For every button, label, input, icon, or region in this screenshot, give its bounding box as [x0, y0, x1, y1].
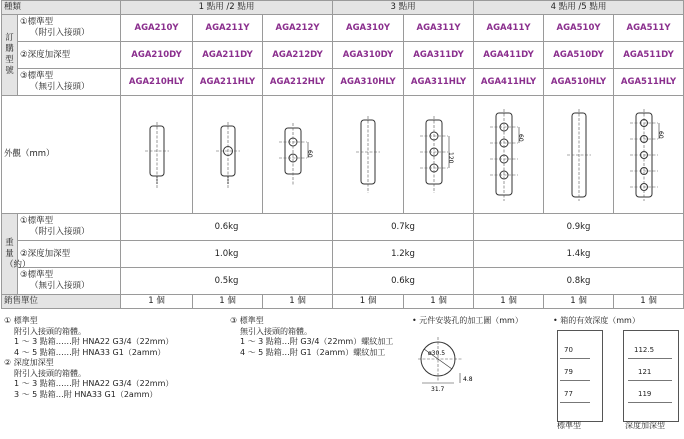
model-row-deep: [2, 42, 684, 69]
hole-key-label: 4.8: [463, 375, 473, 383]
box-3-point-plain-icon: [353, 115, 383, 195]
drawing-3-point-plain: [333, 96, 404, 214]
sales-unit-cell: 1 個: [614, 295, 684, 309]
drawing-3-point: [404, 96, 474, 214]
box-4-point-icon: [486, 107, 532, 203]
hole-drawing-section: [412, 316, 552, 404]
model-cell: AGA310Y: [333, 15, 404, 42]
weight-cell: 1.4kg: [474, 241, 684, 268]
note-2-line: 1 ～ 3 點箱……附 HNA22 G3/4（22mm）: [14, 379, 174, 388]
model-cell: AGA510DY: [544, 42, 614, 69]
model-cell: AGA511HLY: [614, 69, 684, 96]
drawing-4-point: [474, 96, 544, 214]
drawing-1-point-hole: [193, 96, 263, 214]
note-2-line: 附引入接頭的箱體。: [14, 368, 86, 378]
depth-std-c: 77: [564, 390, 573, 398]
note-1-line: 4 ～ 5 點箱……附 HNA33 G1（2amm）: [14, 347, 166, 357]
box-2-point-icon: [275, 120, 321, 190]
dim-120-label: 120: [446, 151, 454, 163]
model-cell: AGA510HLY: [544, 69, 614, 96]
note-3-line: 無引入接頭的箱體。: [240, 326, 312, 336]
weight-cell: 0.7kg: [333, 214, 474, 241]
weight-type-standard-no-connector: ③標準型 （無引入接頭）: [18, 268, 121, 295]
weight-row-deep: [2, 241, 684, 268]
sales-unit-cell: 1 個: [333, 295, 404, 309]
model-cell: AGA411Y: [474, 15, 544, 42]
weight-cell: 1.0kg: [121, 241, 333, 268]
box-3-point-icon: [416, 115, 462, 195]
note-3-line: 4 ～ 5 點箱…附 G1（2amm）螺紋加工: [240, 347, 386, 357]
notes-section: [4, 316, 684, 439]
hole-diameter-label: ø30.5: [428, 349, 446, 357]
depth-section: [553, 316, 684, 430]
model-cell: AGA210Y: [121, 15, 193, 42]
hole-width-label: 31.7: [431, 385, 445, 393]
group-header-4-5: 4 點用 /5 點用: [474, 1, 684, 15]
depth-standard-label: 標準型: [557, 421, 581, 430]
model-cell: AGA212DY: [263, 42, 333, 69]
model-cell: AGA210HLY: [121, 69, 193, 96]
box-5-point-icon: [626, 107, 672, 203]
box-5-point-plain-icon: [564, 107, 594, 203]
appearance-label: 外觀（mm）: [2, 96, 121, 214]
weight-cell: 0.6kg: [333, 268, 474, 295]
weight-row-standard-no-connector: [2, 268, 684, 295]
depth-deep-c: 119: [638, 390, 652, 398]
weight-label: 重量（約）: [2, 214, 18, 295]
sales-unit-row: [2, 295, 684, 309]
hole-title: • 元件安裝孔的加工圖（mm）: [412, 316, 523, 325]
model-cell: AGA211HLY: [193, 69, 263, 96]
model-row-standard-no-connector: [2, 69, 684, 96]
dim-60-label: 60: [656, 130, 664, 139]
note-1-line: 附引入接頭的箱體。: [14, 326, 86, 336]
sales-unit-cell: 1 個: [404, 295, 474, 309]
weight-cell: 0.9kg: [474, 214, 684, 241]
sales-unit-cell: 1 個: [544, 295, 614, 309]
notes-standard-no-connector: [230, 316, 406, 358]
weight-cell: 0.6kg: [121, 214, 333, 241]
note-1-line: 1 ～ 3 點箱……附 HNA22 G3/4（22mm）: [14, 337, 174, 346]
sales-unit-cell: 1 個: [263, 295, 333, 309]
dim-60-label: 60: [516, 133, 524, 142]
box-1-point-icon: [142, 120, 172, 190]
weight-cell: 0.8kg: [474, 268, 684, 295]
sales-unit-cell: 1 個: [474, 295, 544, 309]
group-header-3: 3 點用: [333, 1, 474, 15]
model-cell: AGA510Y: [544, 15, 614, 42]
sales-unit-cell: 1 個: [121, 295, 193, 309]
model-cell: AGA311Y: [404, 15, 474, 42]
depth-title: • 箱的有效深度（mm）: [553, 316, 640, 325]
note-1-title: ① 標準型: [4, 316, 38, 325]
order-number-label: 訂購型號: [2, 15, 18, 96]
model-cell: AGA310DY: [333, 42, 404, 69]
notes-standard-deep: [4, 316, 229, 400]
model-cell: AGA411HLY: [474, 69, 544, 96]
model-cell: AGA211DY: [193, 42, 263, 69]
depth-box-standard: [557, 330, 603, 422]
depth-std-a: 70: [564, 346, 573, 354]
drawing-5-point-plain: [544, 96, 614, 214]
model-cell: AGA210DY: [121, 42, 193, 69]
model-cell: AGA212Y: [263, 15, 333, 42]
note-2-line: 3 ～ 5 點箱…附 HNA33 G1（2amm）: [14, 389, 158, 399]
model-cell: AGA311HLY: [404, 69, 474, 96]
weight-cell: 1.2kg: [333, 241, 474, 268]
depth-std-b: 79: [564, 368, 573, 376]
weight-type-deep: ②深度加深型: [18, 241, 121, 268]
drawing-2-point: [263, 96, 333, 214]
header-row: [2, 1, 684, 15]
drawing-5-point: [614, 96, 684, 214]
weight-cell: 0.5kg: [121, 268, 333, 295]
type-deep: ②深度加深型: [18, 42, 121, 69]
depth-deep-b: 121: [638, 368, 652, 376]
depth-box-deep: [623, 330, 679, 422]
spec-table: [1, 0, 684, 309]
weight-row-standard: [2, 214, 684, 241]
model-cell: AGA311DY: [404, 42, 474, 69]
model-cell: AGA211Y: [193, 15, 263, 42]
note-2-title: ② 深度加深型: [4, 358, 54, 367]
mounting-hole-icon: [414, 329, 494, 401]
model-cell: AGA212HLY: [263, 69, 333, 96]
group-header-1-2: 1 點用 /2 點用: [121, 1, 333, 15]
type-standard-no-connector: ③標準型 （無引入接頭）: [18, 69, 121, 96]
model-cell: AGA310HLY: [333, 69, 404, 96]
box-1-hole-icon: [213, 120, 243, 190]
sales-unit-label: 銷售單位: [2, 295, 121, 309]
weight-type-standard: ①標準型 （附引入接頭）: [18, 214, 121, 241]
model-row-standard: [2, 15, 684, 42]
type-standard-with-connector: ①標準型 （附引入接頭）: [18, 15, 121, 42]
note-3-title: ③ 標準型: [230, 316, 264, 325]
kind-header: 種類: [2, 1, 121, 15]
model-cell: AGA511Y: [614, 15, 684, 42]
depth-deep-a: 112.5: [634, 346, 655, 354]
sales-unit-cell: 1 個: [193, 295, 263, 309]
depth-deep-label: 深度加深型: [625, 421, 665, 430]
appearance-row: [2, 96, 684, 214]
drawing-1-point: [121, 96, 193, 214]
note-3-line: 1 ～ 3 點箱…附 G3/4（22mm）螺紋加工: [240, 337, 394, 346]
model-cell: AGA411DY: [474, 42, 544, 69]
dim-60-label: 60: [305, 149, 313, 158]
model-cell: AGA511DY: [614, 42, 684, 69]
